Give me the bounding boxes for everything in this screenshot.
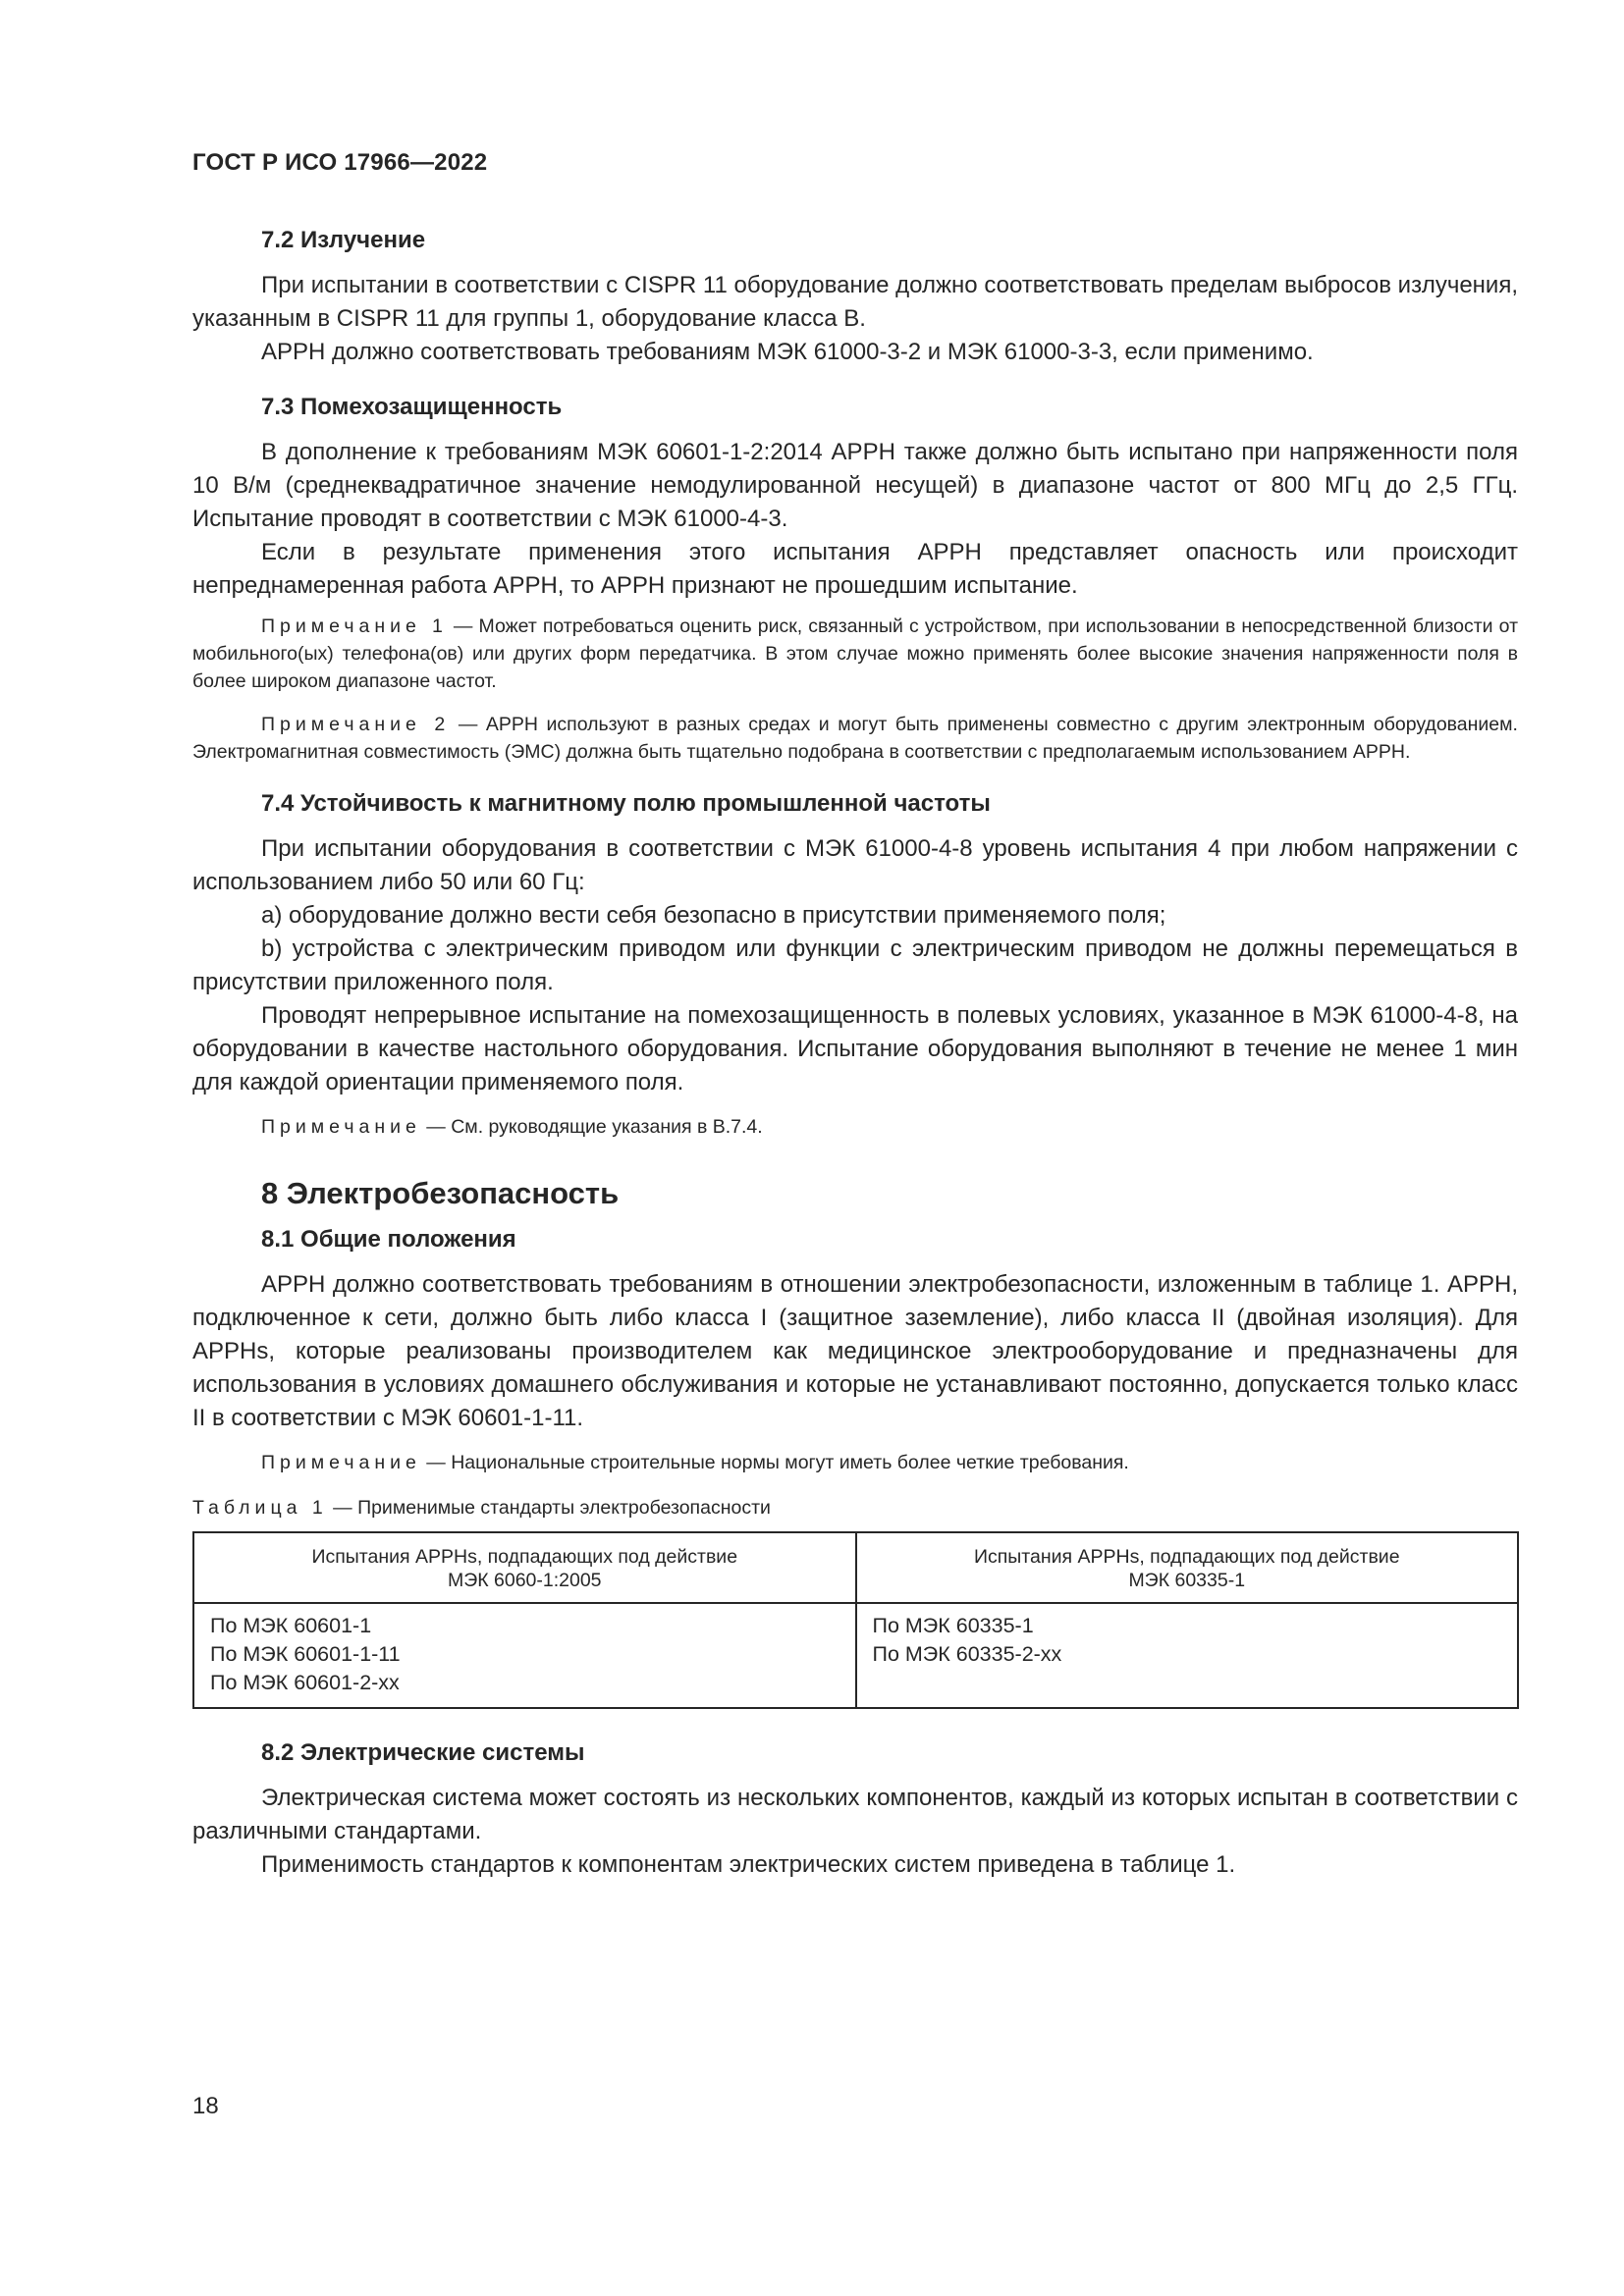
section-8-1-note: [192, 1449, 1518, 1476]
section-7-3-note-1: [192, 613, 1518, 695]
table-1: [192, 1531, 1519, 1709]
note-label: Примечание 2: [261, 714, 451, 735]
note-label: Примечание 1: [261, 615, 448, 637]
document-header: ГОСТ Р ИСО 17966—2022: [192, 149, 488, 176]
table-header-col-2: [856, 1532, 1519, 1603]
table-row: [193, 1603, 1518, 1708]
section-7-4-item-a: a) оборудование должно вести себя безопасно в присутствии применяемого поля;: [261, 902, 1166, 929]
table-cell-line: По МЭК 60601-1: [210, 1614, 372, 1637]
section-7-2-paragraph-2: АРРН должно соответствовать требованиям МЭК 61000-3-2 и МЭК 61000-3-3, если применимо.: [261, 339, 1314, 365]
section-7-3-paragraph-1: В дополнение к требованиям МЭК 60601-1-2:2014 АРРН также должно быть испытано при напряженности поля 10 В/м (среднеквадратичное значение немодулированной несущей) в диапазоне частот от 800 МГц до 2,5 ГГц. Испытание проводят в соответствии с МЭК 61000-4-3.: [192, 439, 1518, 532]
table-cell-line: По МЭК 60335-2-xx: [872, 1642, 1062, 1666]
section-7-4-item-b: b) устройства с электрическим приводом или функции с электрическим приводом не должны перемещаться в присутствии приложенного поля.: [192, 935, 1518, 995]
note-label: Примечание: [261, 1452, 421, 1473]
section-7-4-paragraph-1: При испытании оборудования в соответствии с МЭК 61000-4-8 уровень испытания 4 при любом напряжении с использованием либо 50 или 60 Гц:: [192, 835, 1518, 895]
note-text: — См. руководящие указания в В.7.4.: [420, 1116, 763, 1138]
note-text: — Может потребоваться оценить риск, связанный с устройством, при использовании в непосредственной близости от мобильного(ых) телефона(ов) или других форм передатчика. В этом случае можно применять более высокие значения напряженности поля в более широком диапазоне частот.: [192, 615, 1518, 692]
section-8-title: 8 Электробезопасность: [261, 1176, 620, 1210]
section-7-3-title: 7.3 Помехозащищенность: [261, 394, 563, 420]
table-1-caption: [192, 1494, 1518, 1522]
table-cell-line: По МЭК 60335-1: [872, 1614, 1034, 1637]
section-7-4-title: 7.4 Устойчивость к магнитному полю промышленной частоты: [261, 790, 991, 817]
header-line: МЭК 60335-1: [1128, 1570, 1246, 1591]
section-7-4-paragraph-2: Проводят непрерывное испытание на помехозащищенность в полевых условиях, указанное в МЭК 61000-4-8, на оборудовании в качестве настольного оборудования. Испытание оборудования выполняют в течение не менее 1 мин для каждой ориентации применяемого поля.: [192, 1002, 1518, 1095]
page-number: 18: [192, 2093, 219, 2119]
section-8-2-title: 8.2 Электрические системы: [261, 1739, 585, 1766]
section-7-3-paragraph-2: Если в результате применения этого испытания АРРН представляет опасность или происходит непреднамеренная работа АРРН, то АРРН признают не прошедшим испытание.: [192, 539, 1518, 599]
section-8-2-paragraph-1: Электрическая система может состоять из нескольких компонентов, каждый из которых испытан в соответствии с различными стандартами.: [192, 1785, 1518, 1844]
table-caption-label: Таблица 1: [192, 1497, 328, 1519]
note-text: — Национальные строительные нормы могут иметь более четкие требования.: [420, 1452, 1129, 1473]
section-7-3-note-2: [192, 711, 1518, 766]
header-line: МЭК 6060-1:2005: [447, 1570, 602, 1591]
note-text: — АРРН используют в разных средах и могут быть применены совместно с другим электронным оборудованием. Электромагнитная совместимость (ЭМС) должна быть тщательно подобрана в соответствии с предполагаемым использованием АРРН.: [192, 714, 1518, 763]
table-cell-line: По МЭК 60601-2-xx: [210, 1671, 400, 1694]
page-content: [192, 224, 1518, 1882]
section-8-1-title: 8.1 Общие положения: [261, 1226, 516, 1253]
table-cell-col-1: [193, 1603, 856, 1708]
table-cell-col-2: [856, 1603, 1519, 1708]
table-header-col-1: [193, 1532, 856, 1603]
table-caption-text: — Применимые стандарты электробезопасности: [327, 1497, 771, 1519]
section-7-2-title: 7.2 Излучение: [261, 227, 426, 253]
note-label: Примечание: [261, 1116, 421, 1138]
section-7-4-note: [192, 1113, 1518, 1141]
section-7-2-paragraph-1: При испытании в соответствии с CISPR 11 оборудование должно соответствовать пределам выбросов излучения, указанным в CISPR 11 для группы 1, оборудование класса B.: [192, 272, 1518, 332]
section-8-1-paragraph-1: АРРН должно соответствовать требованиям в отношении электробезопасности, изложенным в таблице 1. АРРН, подключенное к сети, должно быть либо класса I (защитное заземление), либо класса II (двойная изоляция). Для АРРНs, которые реализованы производителем как медицинское электрооборудование и предназначены для использования в условиях домашнего обслуживания и которые не устанавливают постоянно, допускается только класс II в соответствии с МЭК 60601-1-11.: [192, 1271, 1518, 1431]
table-cell-line: По МЭК 60601-1-11: [210, 1642, 401, 1666]
header-line: Испытания АРРНs, подпадающих под действие: [973, 1546, 1400, 1568]
header-line: Испытания АРРНs, подпадающих под действие: [311, 1546, 738, 1568]
table-header-row: [193, 1532, 1518, 1603]
section-8-2-paragraph-2: Применимость стандартов к компонентам электрических систем приведена в таблице 1.: [261, 1851, 1236, 1878]
